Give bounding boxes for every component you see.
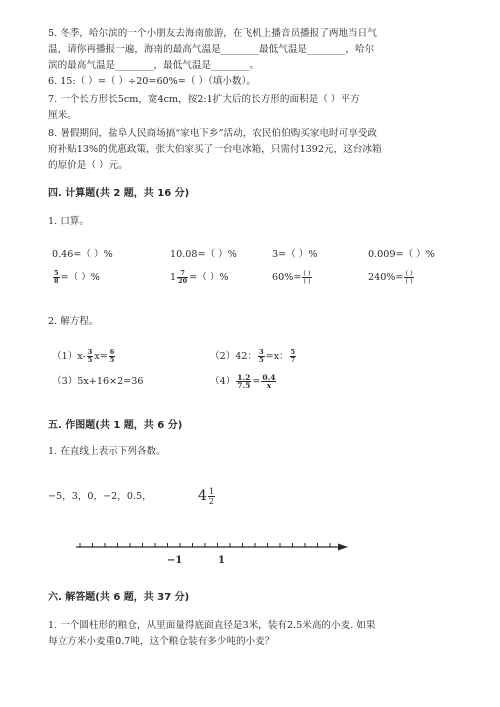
fraction: $\frac{7}{20}$ bbox=[178, 269, 188, 285]
arrow-right-icon bbox=[338, 544, 348, 551]
fraction: $\frac{3}{5}$ bbox=[87, 348, 93, 364]
number-line bbox=[0, 530, 500, 570]
q5-line-2: 温，请你再播报一遍，海南的最高气温是________最低气温是________，哈尔 bbox=[48, 44, 375, 55]
fraction-blank: $\frac{( )}{( )}$ bbox=[405, 269, 413, 285]
section-6-title: 六. 解答题(共 6 题，共 37 分) bbox=[48, 592, 190, 603]
section-5-title: 五. 作图题(共 1 题，共 6 分) bbox=[48, 420, 183, 431]
q7-line-1: 7. 一个长方形长5cm，宽4cm，按2:1扩大后的长方形的面积是（ ）平方 bbox=[48, 94, 360, 105]
mixed-number: 4 $\frac{1}{2}$ bbox=[198, 486, 215, 506]
oral-calc-7: 60%= $\frac{( )}{( )}$ bbox=[272, 269, 311, 285]
q5-line-3: 滨的最高气温是________，最低气温是________。 bbox=[48, 60, 260, 71]
fraction-blank: $\frac{( )}{( )}$ bbox=[303, 269, 311, 285]
fraction: $\frac{1.2}{7.5}$ bbox=[237, 373, 251, 390]
section-6-q1-line-2: 每立方米小麦重0.7吨，这个粮仓装有多少吨的小麦？ bbox=[48, 636, 275, 647]
number-list: −5，3，0，−2，0.5， bbox=[48, 491, 152, 502]
equation-2: （2）42： $\frac{3}{5}$ =x： $\frac{5}{7}$ bbox=[210, 348, 296, 364]
oral-calc-4: 0.009=（ ）% bbox=[368, 249, 435, 260]
fraction: $\frac{0.4}{x}$ bbox=[262, 373, 276, 390]
fraction: $\frac{5}{8}$ bbox=[54, 269, 59, 285]
q8-line-3: 的原价是（ ）元。 bbox=[48, 160, 128, 171]
fraction: $\frac{1}{2}$ bbox=[208, 486, 215, 506]
tick-label-one: 1 bbox=[218, 555, 225, 566]
q7-line-2: 厘米。 bbox=[48, 110, 77, 121]
fraction: $\frac{6}{5}$ bbox=[109, 348, 115, 364]
oral-calc-6: 1 $\frac{7}{20}$ =（ ）% bbox=[170, 269, 229, 285]
fraction: $\frac{5}{7}$ bbox=[290, 348, 296, 364]
section-6-q1-line-1: 1. 一个圆柱形的粮仓，从里面量得底面直径是3米，装有2.5米高的小麦. 如果 bbox=[48, 620, 376, 631]
q8-line-1: 8. 暑假期间，盐阜人民商场搞“家电下乡”活动，农民伯伯购买家电时可享受政 bbox=[48, 128, 378, 139]
oral-calc-1: 0.46=（ ）% bbox=[52, 249, 113, 260]
number-line-ticks bbox=[80, 543, 330, 547]
oral-calc-5: $\frac{5}{8}$ =（ ）% bbox=[54, 269, 100, 285]
q8-line-2: 府补贴13%的优惠政策，张大伯家买了一台电冰箱，只需付1392元，这台冰箱 bbox=[48, 144, 382, 155]
oral-calc-3: 3=（ ）% bbox=[272, 249, 318, 260]
q6-line: 6. 15:（ ）=（ ）÷20=60%=（ ）（填小数）。 bbox=[48, 76, 257, 87]
section-5-sub1: 1. 在直线上表示下列各数。 bbox=[48, 446, 166, 457]
oral-calc-2: 10.08=（ ）% bbox=[170, 249, 237, 260]
tick-label-neg-one: −1 bbox=[167, 555, 183, 566]
oral-calc-8: 240%= $\frac{( )}{( )}$ bbox=[368, 269, 413, 285]
fraction: $\frac{3}{5}$ bbox=[259, 348, 264, 364]
equation-1: （1）x- $\frac{3}{5}$ x= $\frac{6}{5}$ bbox=[52, 348, 115, 364]
equation-4: （4） $\frac{1.2}{7.5}$ = $\frac{0.4}{x}$ bbox=[210, 373, 276, 390]
section-4-sub1: 1. 口算。 bbox=[48, 216, 89, 227]
equation-3: （3）5x+16×2=36 bbox=[52, 376, 144, 387]
q5-line-1: 5. 冬季，哈尔滨的一个小朋友去海南旅游，在飞机上播音员播报了两地当日气 bbox=[48, 28, 377, 39]
section-4-sub2: 2. 解方程。 bbox=[48, 316, 99, 327]
section-4-title: 四. 计算题(共 2 题，共 16 分) bbox=[48, 188, 190, 199]
